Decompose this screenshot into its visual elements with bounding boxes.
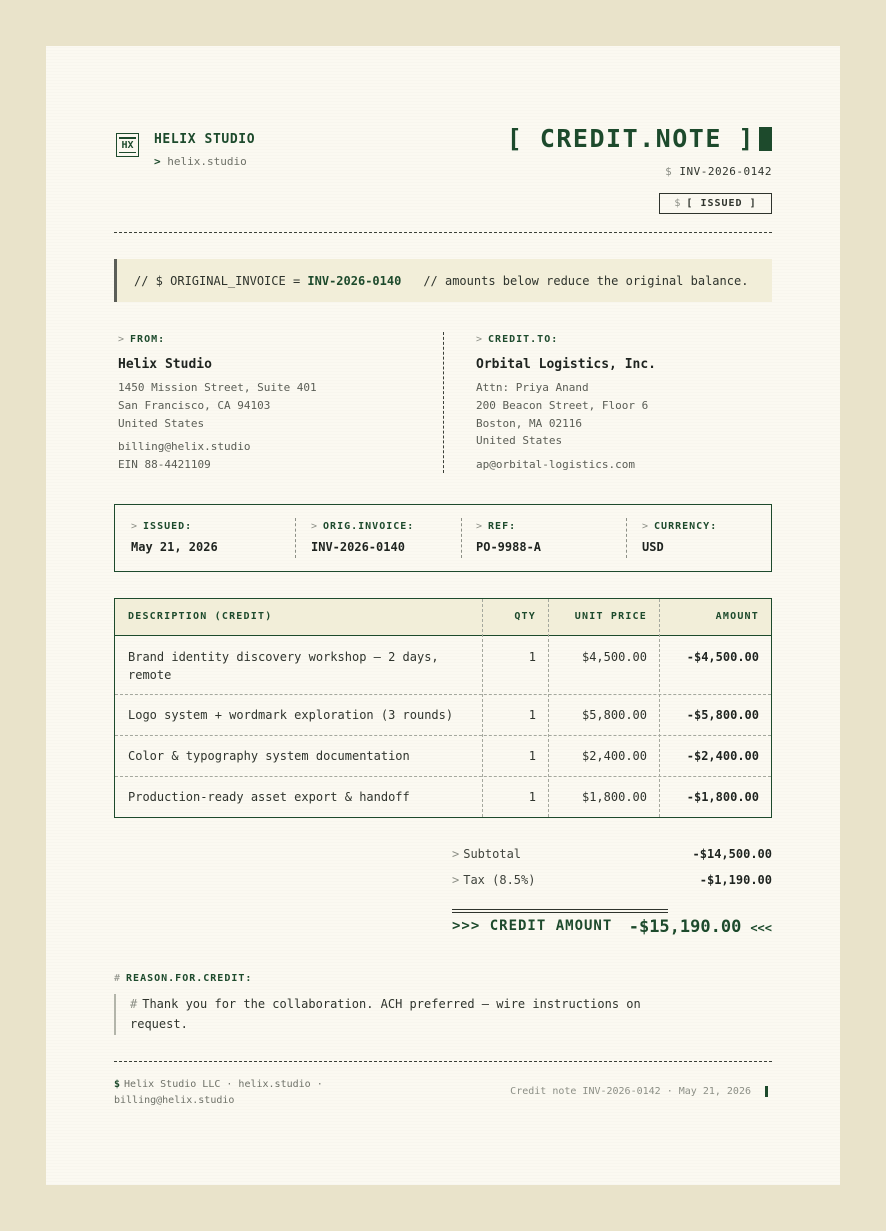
original-invoice-notice: // $ ORIGINAL_INVOICE = INV-2026-0140 // amounts below reduce the original balance. [114, 259, 772, 302]
row-qty: 1 [528, 749, 536, 763]
table-row [115, 695, 771, 736]
credit-to-address-line: 200 Beacon Street, Floor 6 [476, 399, 649, 412]
row-description: Logo system + wordmark exploration (3 rounds) [128, 708, 454, 722]
row-description: Brand identity discovery workshop — 2 days, remote [128, 650, 439, 682]
from-address-line: United States [118, 417, 205, 430]
helix-logo-icon: HX [116, 133, 139, 157]
meta-value: PO-9988-A [476, 540, 542, 554]
tax-label: > Tax (8.5%) [452, 873, 536, 887]
credit-to-label: > CREDIT.TO: [476, 334, 559, 345]
meta-divider [295, 518, 296, 558]
reason-text: # Thank you for the collaboration. ACH preferred — wire instructions on request. [114, 994, 654, 1035]
from-email[interactable]: billing@helix.studio [118, 440, 251, 453]
meta-divider [626, 518, 627, 558]
document-title: [ CREDIT.NOTE ] [507, 124, 772, 153]
from-address-line: 1450 Mission Street, Suite 401 [118, 381, 317, 394]
meta-box [114, 504, 772, 572]
meta-divider [461, 518, 462, 558]
meta-value: INV-2026-0140 [311, 540, 405, 554]
row-description: Production-ready asset export & handoff [128, 790, 410, 804]
row-qty: 1 [528, 650, 536, 664]
credit-to-name: Orbital Logistics, Inc. [476, 357, 657, 372]
credit-amount-value: -$15,190.00 <<< [628, 917, 772, 937]
brand-url[interactable]: > helix.studio [154, 155, 247, 168]
row-qty: 1 [528, 790, 536, 804]
cursor-block-icon [759, 127, 772, 151]
from-label: > FROM: [118, 334, 166, 345]
row-unit-price: $2,400.00 [581, 749, 647, 763]
tax-value: -$1,190.00 [699, 873, 772, 887]
from-ein: EIN 88-4421109 [118, 458, 211, 471]
col-unit-price: UNIT PRICE [574, 611, 647, 622]
row-qty: 1 [528, 708, 536, 722]
table-row [115, 777, 771, 818]
brand-name: HELIX STUDIO [154, 132, 256, 147]
col-qty: QTY [514, 611, 536, 622]
row-unit-price: $5,800.00 [581, 708, 647, 722]
credit-note-page [46, 46, 840, 1185]
subtotal-label: > Subtotal [452, 847, 522, 861]
from-name: Helix Studio [118, 357, 212, 372]
reason-label: # REASON.FOR.CREDIT: [114, 973, 253, 984]
subtotal-value: -$14,500.00 [692, 847, 772, 861]
row-amount: -$4,500.00 [686, 650, 759, 664]
from-address-line: San Francisco, CA 94103 [118, 399, 271, 412]
meta-label: > ORIG.INVOICE: [311, 521, 415, 532]
header-divider [114, 232, 772, 233]
row-amount: -$5,800.00 [686, 708, 759, 722]
credit-to-email[interactable]: ap@orbital-logistics.com [476, 458, 635, 471]
row-unit-price: $1,800.00 [581, 790, 647, 804]
party-divider [443, 332, 444, 473]
col-description: DESCRIPTION (CREDIT) [128, 611, 273, 622]
row-description: Color & typography system documentation [128, 749, 410, 763]
credit-to-address-line: Attn: Priya Anand [476, 381, 589, 394]
footer-divider [114, 1061, 772, 1062]
meta-value: USD [642, 540, 664, 554]
total-rule [452, 909, 668, 913]
meta-label: > REF: [476, 521, 517, 532]
status-badge: $ [ ISSUED ] [659, 193, 772, 214]
footer-reference: Credit note INV-2026-0142 · May 21, 2026 [510, 1086, 768, 1097]
table-row [115, 736, 771, 777]
credit-amount-label: >>> CREDIT AMOUNT [452, 918, 613, 934]
col-amount: AMOUNT [715, 611, 759, 622]
row-amount: -$1,800.00 [686, 790, 759, 804]
document-number: $ INV-2026-0142 [665, 165, 772, 178]
credit-to-address-line: United States [476, 434, 563, 447]
table-header [115, 599, 771, 636]
credit-to-address-line: Boston, MA 02116 [476, 417, 582, 430]
table-row [115, 636, 771, 695]
cursor-bar-icon [765, 1086, 768, 1097]
meta-value: May 21, 2026 [131, 540, 218, 554]
footer-company: $ Helix Studio LLC · helix.studio · billing@helix.studio [114, 1079, 323, 1106]
row-unit-price: $4,500.00 [581, 650, 647, 664]
line-items-table [114, 598, 772, 818]
meta-label: > ISSUED: [131, 521, 193, 532]
meta-label: > CURRENCY: [642, 521, 718, 532]
row-amount: -$2,400.00 [686, 749, 759, 763]
